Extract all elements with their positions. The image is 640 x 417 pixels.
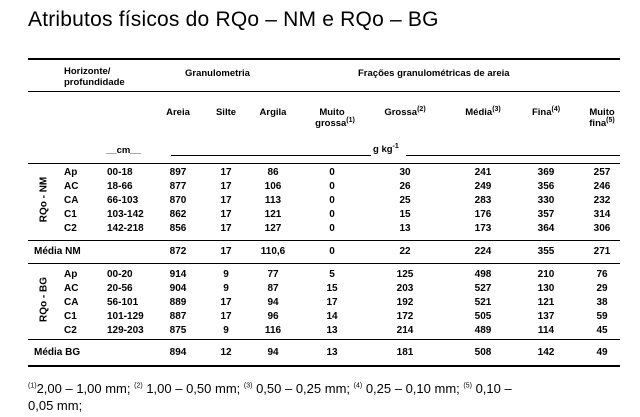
cell-mg: 5: [329, 269, 335, 280]
fn-text-3: 0,50 – 0,25 mm;: [252, 381, 351, 396]
cell-areia: 904: [169, 283, 187, 294]
fn-text-5: 0,10 –: [471, 381, 512, 396]
cell-gr: 30: [399, 167, 411, 178]
col-grossa-text: Grossa: [384, 107, 418, 118]
mean-areia: 872: [169, 246, 187, 257]
cell-gr: 192: [396, 297, 414, 308]
horizon-code: C1: [64, 209, 77, 220]
cell-me: 489: [474, 325, 492, 336]
cell-fi: 364: [537, 223, 555, 234]
horizon-depth: 00-20: [107, 269, 133, 280]
unit-cm: __cm__: [106, 145, 141, 156]
horizon-depth: 142-218: [107, 223, 144, 234]
group2-bottom-rule: [28, 339, 620, 340]
cell-mg: 13: [326, 325, 338, 336]
cell-argila: 96: [267, 311, 279, 322]
col-muito-grossa-text: grossa: [315, 118, 347, 129]
cell-argila: 86: [267, 167, 279, 178]
cell-areia: 877: [169, 181, 187, 192]
cell-mf: 59: [596, 311, 608, 322]
cell-silte: 17: [220, 167, 232, 178]
horizon-depth: 66-103: [107, 195, 139, 206]
mean-mf: 49: [596, 347, 608, 358]
col-muito-grossa-2: [315, 118, 355, 129]
footnote: [28, 380, 628, 414]
mean-fi: 355: [537, 246, 555, 257]
fn-text-1: 2,00 – 1,00 mm;: [36, 381, 131, 396]
cell-areia: 914: [169, 269, 187, 280]
cell-argila: 116: [264, 325, 282, 336]
cell-mf: 246: [593, 181, 611, 192]
cell-mg: 0: [329, 167, 335, 178]
horizon-depth: 101-129: [107, 311, 144, 322]
fn-text-4: 0,25 – 0,10 mm;: [362, 381, 460, 396]
fn-text-2: 1,00 – 0,50 mm;: [142, 381, 241, 396]
mean-argila: 110,6: [260, 246, 286, 257]
horizon-code: AC: [64, 283, 79, 294]
mean-fi: 142: [537, 347, 555, 358]
cell-mf: 76: [596, 269, 608, 280]
fn-sup-5: (5): [463, 382, 472, 390]
col-fina-text: Fina: [531, 107, 552, 118]
page-title: Atributos físicos do RQo – NM e RQo – BG: [28, 8, 439, 31]
horizon-code: C1: [64, 311, 77, 322]
table-bottom-rule: [28, 365, 620, 367]
cell-mg: 0: [329, 181, 335, 192]
cell-me: 283: [474, 195, 492, 206]
cell-areia: 870: [169, 195, 187, 206]
sup-3: (3): [492, 105, 501, 113]
cell-gr: 172: [396, 311, 414, 322]
cell-me: 505: [474, 311, 492, 322]
mean-silte: 17: [220, 246, 232, 257]
horizon-depth: 00-18: [107, 167, 133, 178]
horizon-depth: 129-203: [107, 325, 144, 336]
cell-argila: 127: [264, 223, 282, 234]
cell-gr: 214: [396, 325, 414, 336]
cell-fi: 114: [537, 325, 555, 336]
mean-gr: 181: [396, 347, 414, 358]
cell-fi: 357: [537, 209, 555, 220]
mean-areia: 894: [169, 347, 187, 358]
mean-silte: 12: [220, 347, 232, 358]
col-media: [465, 107, 501, 118]
unit-gkg-sup: -1: [392, 142, 399, 150]
sup-2: (2): [417, 105, 426, 113]
horizon-code: AC: [64, 181, 79, 192]
horizon-code: C2: [64, 325, 77, 336]
cell-gr: 26: [399, 181, 411, 192]
cell-gr: 13: [399, 223, 411, 234]
cell-areia: 862: [169, 209, 187, 220]
cell-argila: 94: [267, 297, 279, 308]
header-profundidade: profundidade: [64, 77, 125, 88]
unit-gkg-text: g kg: [373, 144, 393, 155]
cell-silte: 9: [223, 283, 229, 294]
horizon-depth: 20-56: [107, 283, 133, 294]
header-horizonte: Horizonte/: [64, 66, 111, 77]
cell-me: 249: [474, 181, 492, 192]
cell-areia: 875: [169, 325, 187, 336]
unit-gkg-line-left: [171, 155, 371, 156]
mean-mf: 271: [593, 246, 611, 257]
cell-me: 498: [474, 269, 492, 280]
cell-mf: 29: [596, 283, 608, 294]
cell-mf: 38: [596, 297, 608, 308]
group2-label: RQo - BG: [38, 277, 50, 322]
cell-me: 521: [474, 297, 492, 308]
cell-fi: 356: [537, 181, 555, 192]
horizon-depth: 18-66: [107, 181, 133, 192]
fn-sup-2: (2): [134, 382, 143, 390]
col-muito-fina-2: [589, 118, 614, 129]
cell-mf: 257: [593, 167, 611, 178]
cell-mg: 0: [329, 195, 335, 206]
fn-sup-4: (4): [353, 382, 363, 390]
mean-me: 224: [474, 246, 492, 257]
cell-areia: 889: [169, 297, 187, 308]
cell-gr: 15: [399, 209, 411, 220]
cell-mf: 45: [596, 325, 608, 336]
horizon-code: Ap: [64, 269, 78, 280]
cell-argila: 113: [264, 195, 282, 206]
sup-1: (1): [346, 116, 355, 124]
cell-silte: 17: [220, 297, 232, 308]
cell-fi: 121: [537, 297, 555, 308]
cell-fi: 330: [537, 195, 555, 206]
cell-silte: 17: [220, 209, 232, 220]
unit-gkg: [373, 144, 399, 155]
cell-silte: 17: [220, 223, 232, 234]
cell-argila: 106: [264, 181, 282, 192]
horizon-code: CA: [64, 195, 79, 206]
cell-gr: 25: [399, 195, 411, 206]
cell-silte: 9: [223, 269, 229, 280]
unit-rule: [28, 163, 620, 164]
col-muito-fina-1: Muito: [589, 107, 615, 118]
col-media-text: Média: [465, 107, 493, 118]
fn-text-6: 0,05 mm;: [28, 398, 83, 413]
cell-fi: 369: [537, 167, 555, 178]
cell-mf: 306: [593, 223, 611, 234]
mean-argila: 94: [267, 347, 279, 358]
cell-gr: 203: [396, 283, 414, 294]
cell-mg: 15: [326, 283, 338, 294]
cell-silte: 17: [220, 181, 232, 192]
mean-gr: 22: [399, 246, 411, 257]
cell-me: 527: [474, 283, 492, 294]
cell-areia: 897: [169, 167, 187, 178]
col-grossa: [384, 107, 425, 118]
table-top-rule: [28, 58, 620, 60]
cell-silte: 17: [220, 195, 232, 206]
mean1-bottom-rule: [28, 263, 620, 264]
horizon-depth: 56-101: [107, 297, 139, 308]
cell-mg: 17: [326, 297, 338, 308]
mean-label: Média NM: [34, 246, 81, 257]
cell-me: 241: [474, 167, 492, 178]
horizon-code: Ap: [64, 167, 78, 178]
mean-mg: 13: [326, 347, 338, 358]
mean-label: Média BG: [34, 347, 81, 358]
col-argila: Argila: [259, 107, 287, 118]
cell-mg: 0: [329, 209, 335, 220]
unit-gkg-line-right: [406, 155, 620, 156]
cell-fi: 130: [537, 283, 555, 294]
cell-gr: 125: [396, 269, 414, 280]
horizon-code: C2: [64, 223, 77, 234]
cell-mf: 232: [593, 195, 611, 206]
cell-me: 176: [474, 209, 492, 220]
mean-me: 508: [474, 347, 492, 358]
horizon-code: CA: [64, 297, 79, 308]
cell-argila: 121: [264, 209, 282, 220]
group1-bottom-rule: [28, 240, 620, 241]
cell-mf: 314: [593, 209, 611, 220]
physical-attributes-table: [28, 58, 620, 378]
cell-areia: 856: [169, 223, 187, 234]
cell-mg: 14: [326, 311, 338, 322]
cell-argila: 77: [267, 269, 279, 280]
col-muito-grossa-1: Muito: [319, 107, 345, 118]
header-granulometria: Granulometria: [185, 68, 250, 79]
cell-silte: 17: [220, 311, 232, 322]
header-fracoes: Frações granulométricas de areia: [358, 68, 510, 79]
cell-fi: 210: [537, 269, 555, 280]
col-fina: [532, 107, 560, 118]
cell-silte: 9: [223, 325, 229, 336]
cell-me: 173: [474, 223, 492, 234]
col-areia: Areia: [166, 107, 190, 118]
cell-mg: 0: [329, 223, 335, 234]
fn-sup-3: (3): [243, 382, 253, 390]
col-silte: Silte: [215, 107, 237, 118]
sup-5: (5): [606, 116, 615, 124]
fn-sup-1: (1): [28, 382, 37, 390]
cell-fi: 137: [537, 311, 555, 322]
horizon-depth: 103-142: [107, 209, 144, 220]
mean-mg: 0: [329, 246, 335, 257]
cell-argila: 87: [267, 283, 279, 294]
header-rule: [28, 91, 620, 92]
group1-label: RQo - NM: [38, 176, 50, 223]
cell-areia: 887: [169, 311, 187, 322]
col-muito-fina-text: fina: [589, 118, 607, 129]
sup-4: (4): [551, 105, 561, 113]
